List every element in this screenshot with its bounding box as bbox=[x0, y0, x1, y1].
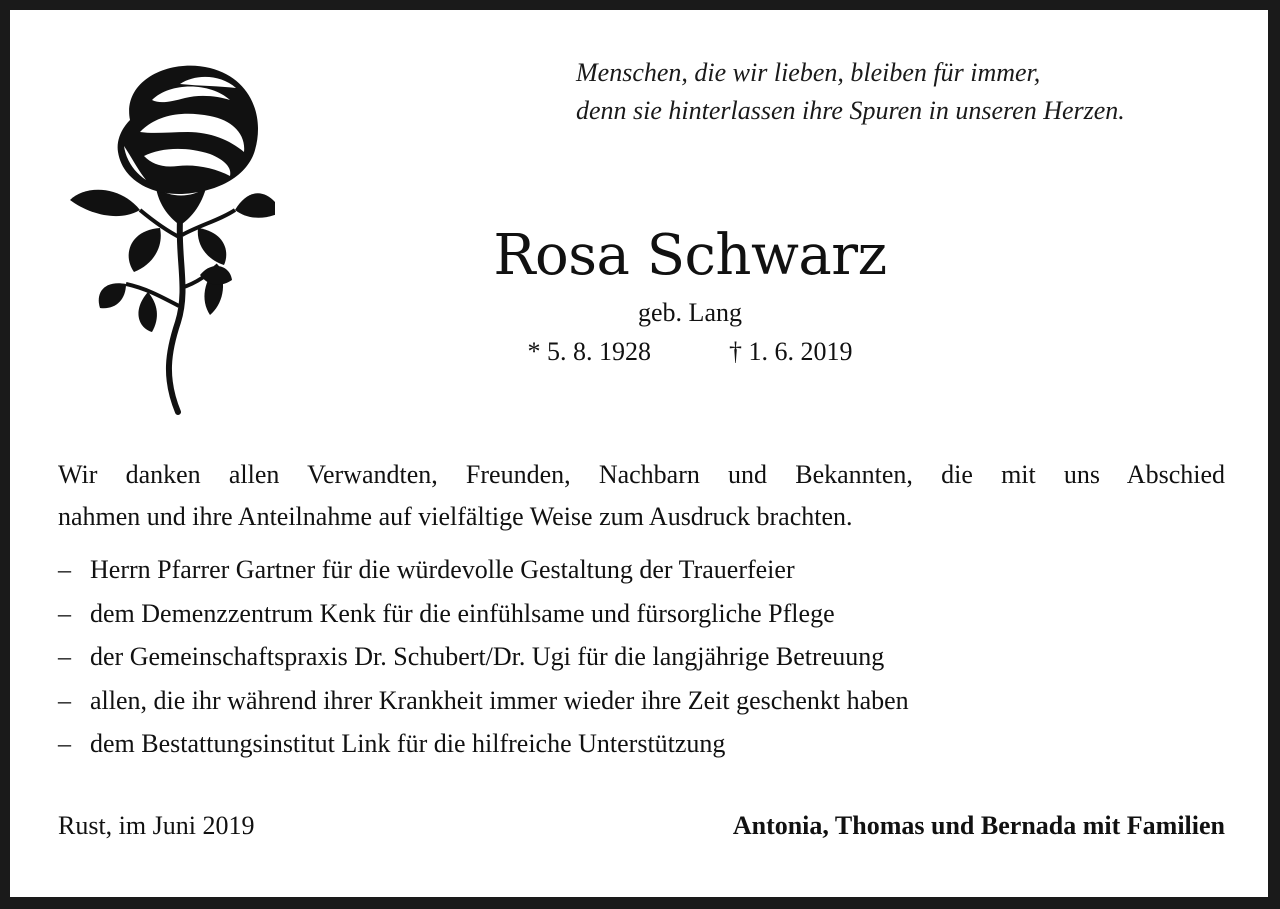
list-item bbox=[58, 635, 1225, 679]
list-item-text: dem Demenzzentrum Kenk für die einfühlsame und fürsorgliche Pflege bbox=[90, 598, 835, 628]
place-and-date: Rust, im Juni 2019 bbox=[58, 811, 255, 840]
list-item-text: Herrn Pfarrer Gartner für die würdevolle Gestaltung der Trauerfeier bbox=[90, 555, 795, 584]
birth-date: * 5. 8. 1928 bbox=[527, 337, 651, 366]
quote-line-2: denn sie hinterlassen ihre Spuren in unseren Herzen. bbox=[576, 96, 1125, 125]
memorial-quote bbox=[576, 54, 1256, 130]
dash-bullet: – bbox=[58, 555, 71, 584]
list-item-text: der Gemeinschaftspraxis Dr. Schubert/Dr. Ugi für die langjährige Betreuung bbox=[90, 642, 885, 671]
obituary-notice bbox=[10, 10, 1268, 897]
signers: Antonia, Thomas und Bernada mit Familien bbox=[732, 811, 1225, 840]
life-dates bbox=[310, 335, 1070, 369]
dash-bullet: – bbox=[58, 598, 71, 628]
dash-bullet: – bbox=[58, 685, 71, 715]
thanks-paragraph bbox=[58, 454, 1225, 538]
list-item-text: dem Bestattungsinstitut Link für die hilfreiche Unterstützung bbox=[90, 729, 726, 758]
death-date: † 1. 6. 2019 bbox=[729, 337, 853, 366]
deceased-name: Rosa Schwarz bbox=[493, 223, 887, 288]
list-item bbox=[58, 722, 1225, 766]
rose-icon bbox=[60, 60, 275, 415]
quote-line-1: Menschen, die wir lieben, bleiben für immer, bbox=[576, 58, 1041, 87]
list-item bbox=[58, 679, 1225, 723]
thanks-line-1: Wir danken allen Verwandten, Freunden, Nachbarn und Bekannten, die mit uns Abschied bbox=[58, 460, 1225, 489]
dash-bullet: – bbox=[58, 729, 71, 758]
list-item bbox=[58, 592, 1225, 636]
maiden-name: geb. Lang bbox=[638, 298, 742, 327]
thanks-list bbox=[58, 548, 1225, 766]
dash-bullet: – bbox=[58, 642, 71, 671]
thanks-line-2: nahmen und ihre Anteilnahme auf vielfältige Weise zum Ausdruck brachten. bbox=[58, 502, 853, 531]
list-item bbox=[58, 548, 1225, 592]
list-item-text: allen, die ihr während ihrer Krankheit immer wieder ihre Zeit geschenkt haben bbox=[90, 685, 909, 715]
